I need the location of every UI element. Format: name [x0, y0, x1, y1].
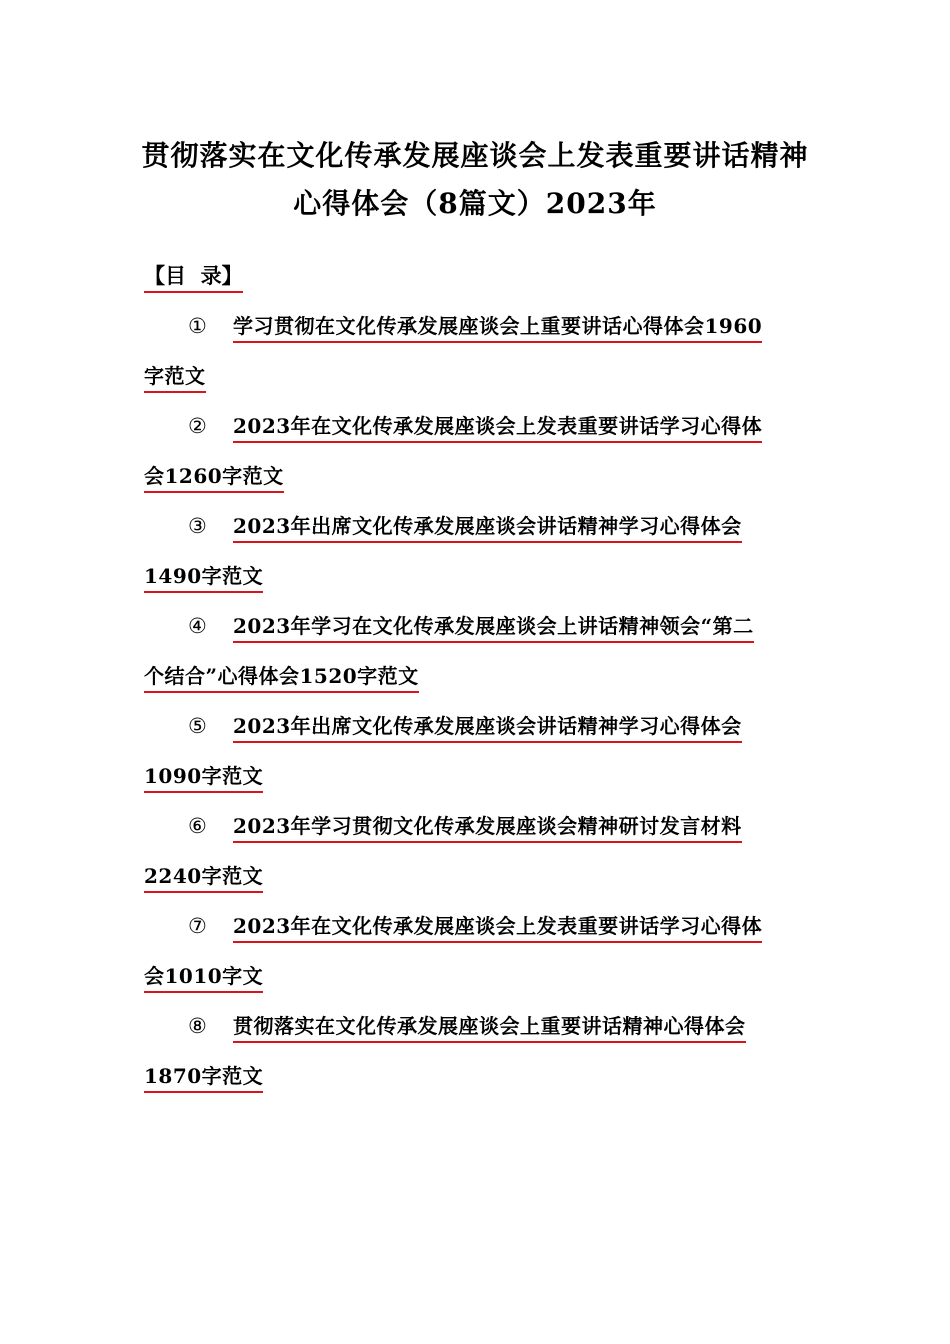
document-title-line-2: 心得体会（8篇文）2023年	[293, 187, 657, 220]
toc-entry-link-line-1[interactable]: 2023年出席文化传承发展座谈会讲话精神学习心得体会	[233, 712, 742, 743]
toc-entry-link-line-1[interactable]: 2023年在文化传承发展座谈会上发表重要讲话学习心得体	[233, 912, 762, 943]
toc-entry-link-line-2[interactable]: 2240字范文	[144, 862, 263, 893]
toc-entry-number: ⑧	[188, 1014, 207, 1038]
toc-entry-link-line-1[interactable]: 学习贯彻在文化传承发展座谈会上重要讲话心得体会1960	[233, 312, 762, 343]
toc-entry-link-line-1[interactable]: 贯彻落实在文化传承发展座谈会上重要讲话精神心得体会	[233, 1012, 746, 1043]
toc-entry-link-line-1[interactable]: 2023年出席文化传承发展座谈会讲话精神学习心得体会	[233, 512, 742, 543]
toc-entry-link-line-2[interactable]: 会1010字文	[144, 962, 263, 993]
toc-entry-number: ③	[188, 514, 207, 538]
toc-entry-number: ⑦	[188, 914, 207, 938]
toc-heading: 【目 录】	[144, 262, 243, 293]
toc-entry-link-line-2[interactable]: 会1260字范文	[144, 462, 284, 493]
document-title-line-1: 贯彻落实在文化传承发展座谈会上发表重要讲话精神	[141, 139, 809, 172]
toc-entry-link-line-2[interactable]: 1870字范文	[144, 1062, 263, 1093]
toc-entry-link-line-1[interactable]: 2023年学习在文化传承发展座谈会上讲话精神领会“第二	[233, 612, 754, 643]
toc-entry-number: ⑥	[188, 814, 207, 838]
toc-entry-link-line-2[interactable]: 1090字范文	[144, 762, 263, 793]
toc-entry-number: ①	[188, 314, 207, 338]
toc-entry-number: ④	[188, 614, 207, 638]
toc-entry-number: ⑤	[188, 714, 207, 738]
toc-entry-link-line-1[interactable]: 2023年在文化传承发展座谈会上发表重要讲话学习心得体	[233, 412, 762, 443]
toc-entry-link-line-2[interactable]: 个结合”心得体会1520字范文	[144, 662, 419, 693]
toc-entry-link-line-2[interactable]: 1490字范文	[144, 562, 263, 593]
toc-entry-link-line-2[interactable]: 字范文	[144, 362, 206, 393]
toc-entry-number: ②	[188, 414, 207, 438]
toc-entry-link-line-1[interactable]: 2023年学习贯彻文化传承发展座谈会精神研讨发言材料	[233, 812, 742, 843]
